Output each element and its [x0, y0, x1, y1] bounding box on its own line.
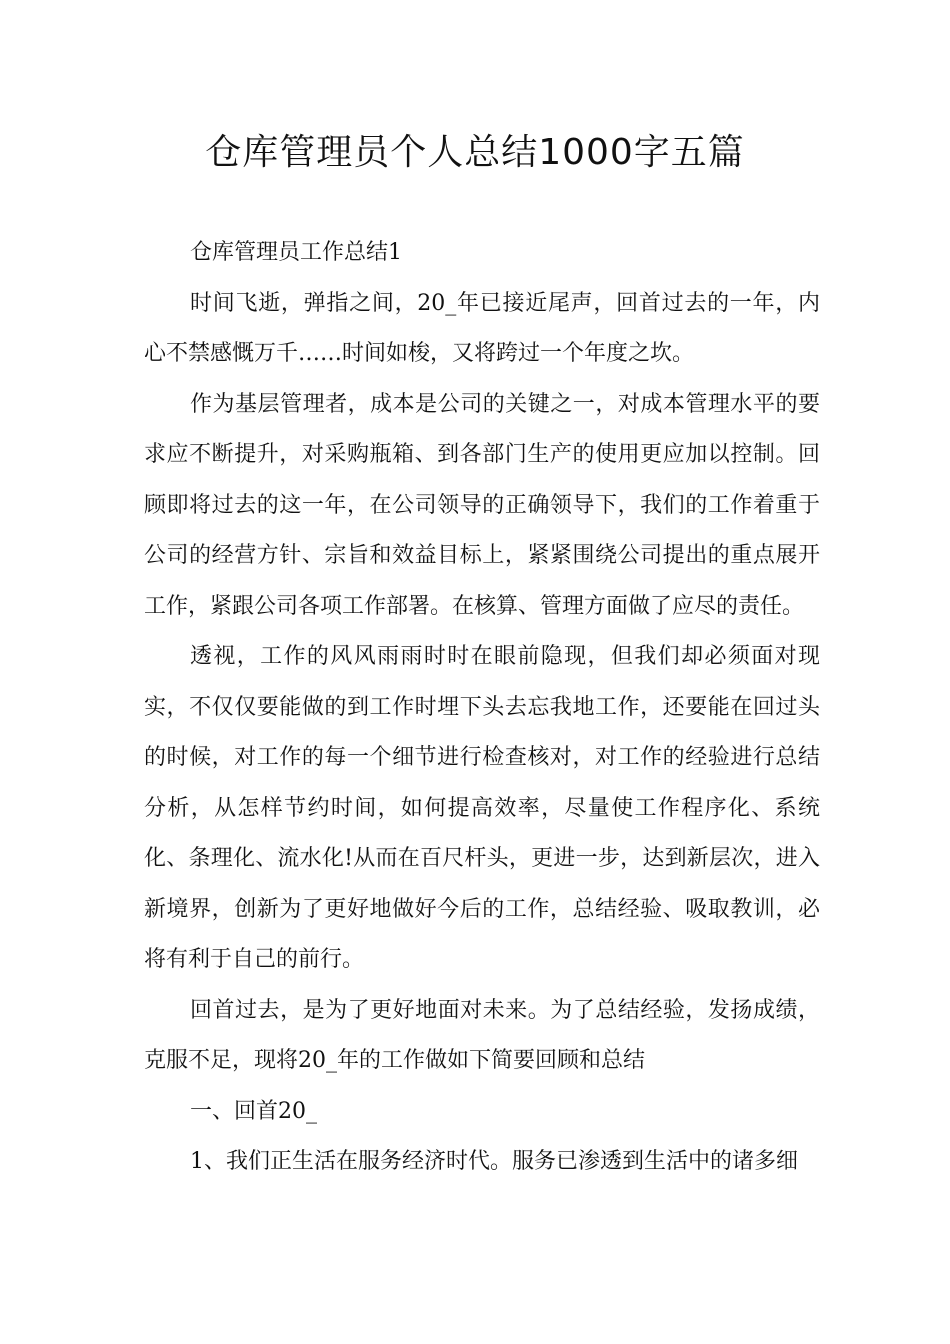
body-paragraph: 1、我们正生活在服务经济时代。服务已渗透到生活中的诸多细: [190, 1149, 798, 1174]
section-heading: 一、回首20_: [190, 1098, 317, 1124]
body-paragraph: 时间飞逝，弹指之间，20_年已接近尾声，回首过去的一年，内心不禁感慨万千……时间如梭，又将跨过一个年度之坎。: [144, 290, 820, 366]
body-paragraph: 回首过去，是为了更好地面对未来。为了总结经验，发扬成绩，克服不足，现将20_年的工作做如下简要回顾和总结: [144, 997, 820, 1073]
body-paragraph: 透视，工作的风风雨雨时时在眼前隐现，但我们却必须面对现实，不仅仅要能做的到工作时埋下头去忘我地工作，还要能在回过头的时候，对工作的每一个细节进行检查核对，对工作的经验进行总结分析，从怎样节约时间，如何提高效率，尽量使工作程序化、系统化、条理化、流水化!从而在百尺杆头，更进一步，达到新层次，进入新境界，创新为了更好地做好今后的工作，总结经验、吸取教训，必将有利于自己的前行。: [144, 644, 820, 972]
section-subtitle: 仓库管理员工作总结1: [190, 240, 402, 265]
body-paragraph: 作为基层管理者，成本是公司的关键之一，对成本管理水平的要求应不断提升，对采购瓶箱、到各部门生产的使用更应加以控制。回顾即将过去的这一年，在公司领导的正确领导下，我们的工作着重于公司的经营方针、宗旨和效益目标上，紧紧围绕公司提出的重点展开工作，紧跟公司各项工作部署。在核算、管理方面做了应尽的责任。: [144, 391, 820, 619]
document-title: 仓库管理员个人总结1000字五篇: [205, 132, 745, 173]
document-body: [144, 228, 820, 1188]
